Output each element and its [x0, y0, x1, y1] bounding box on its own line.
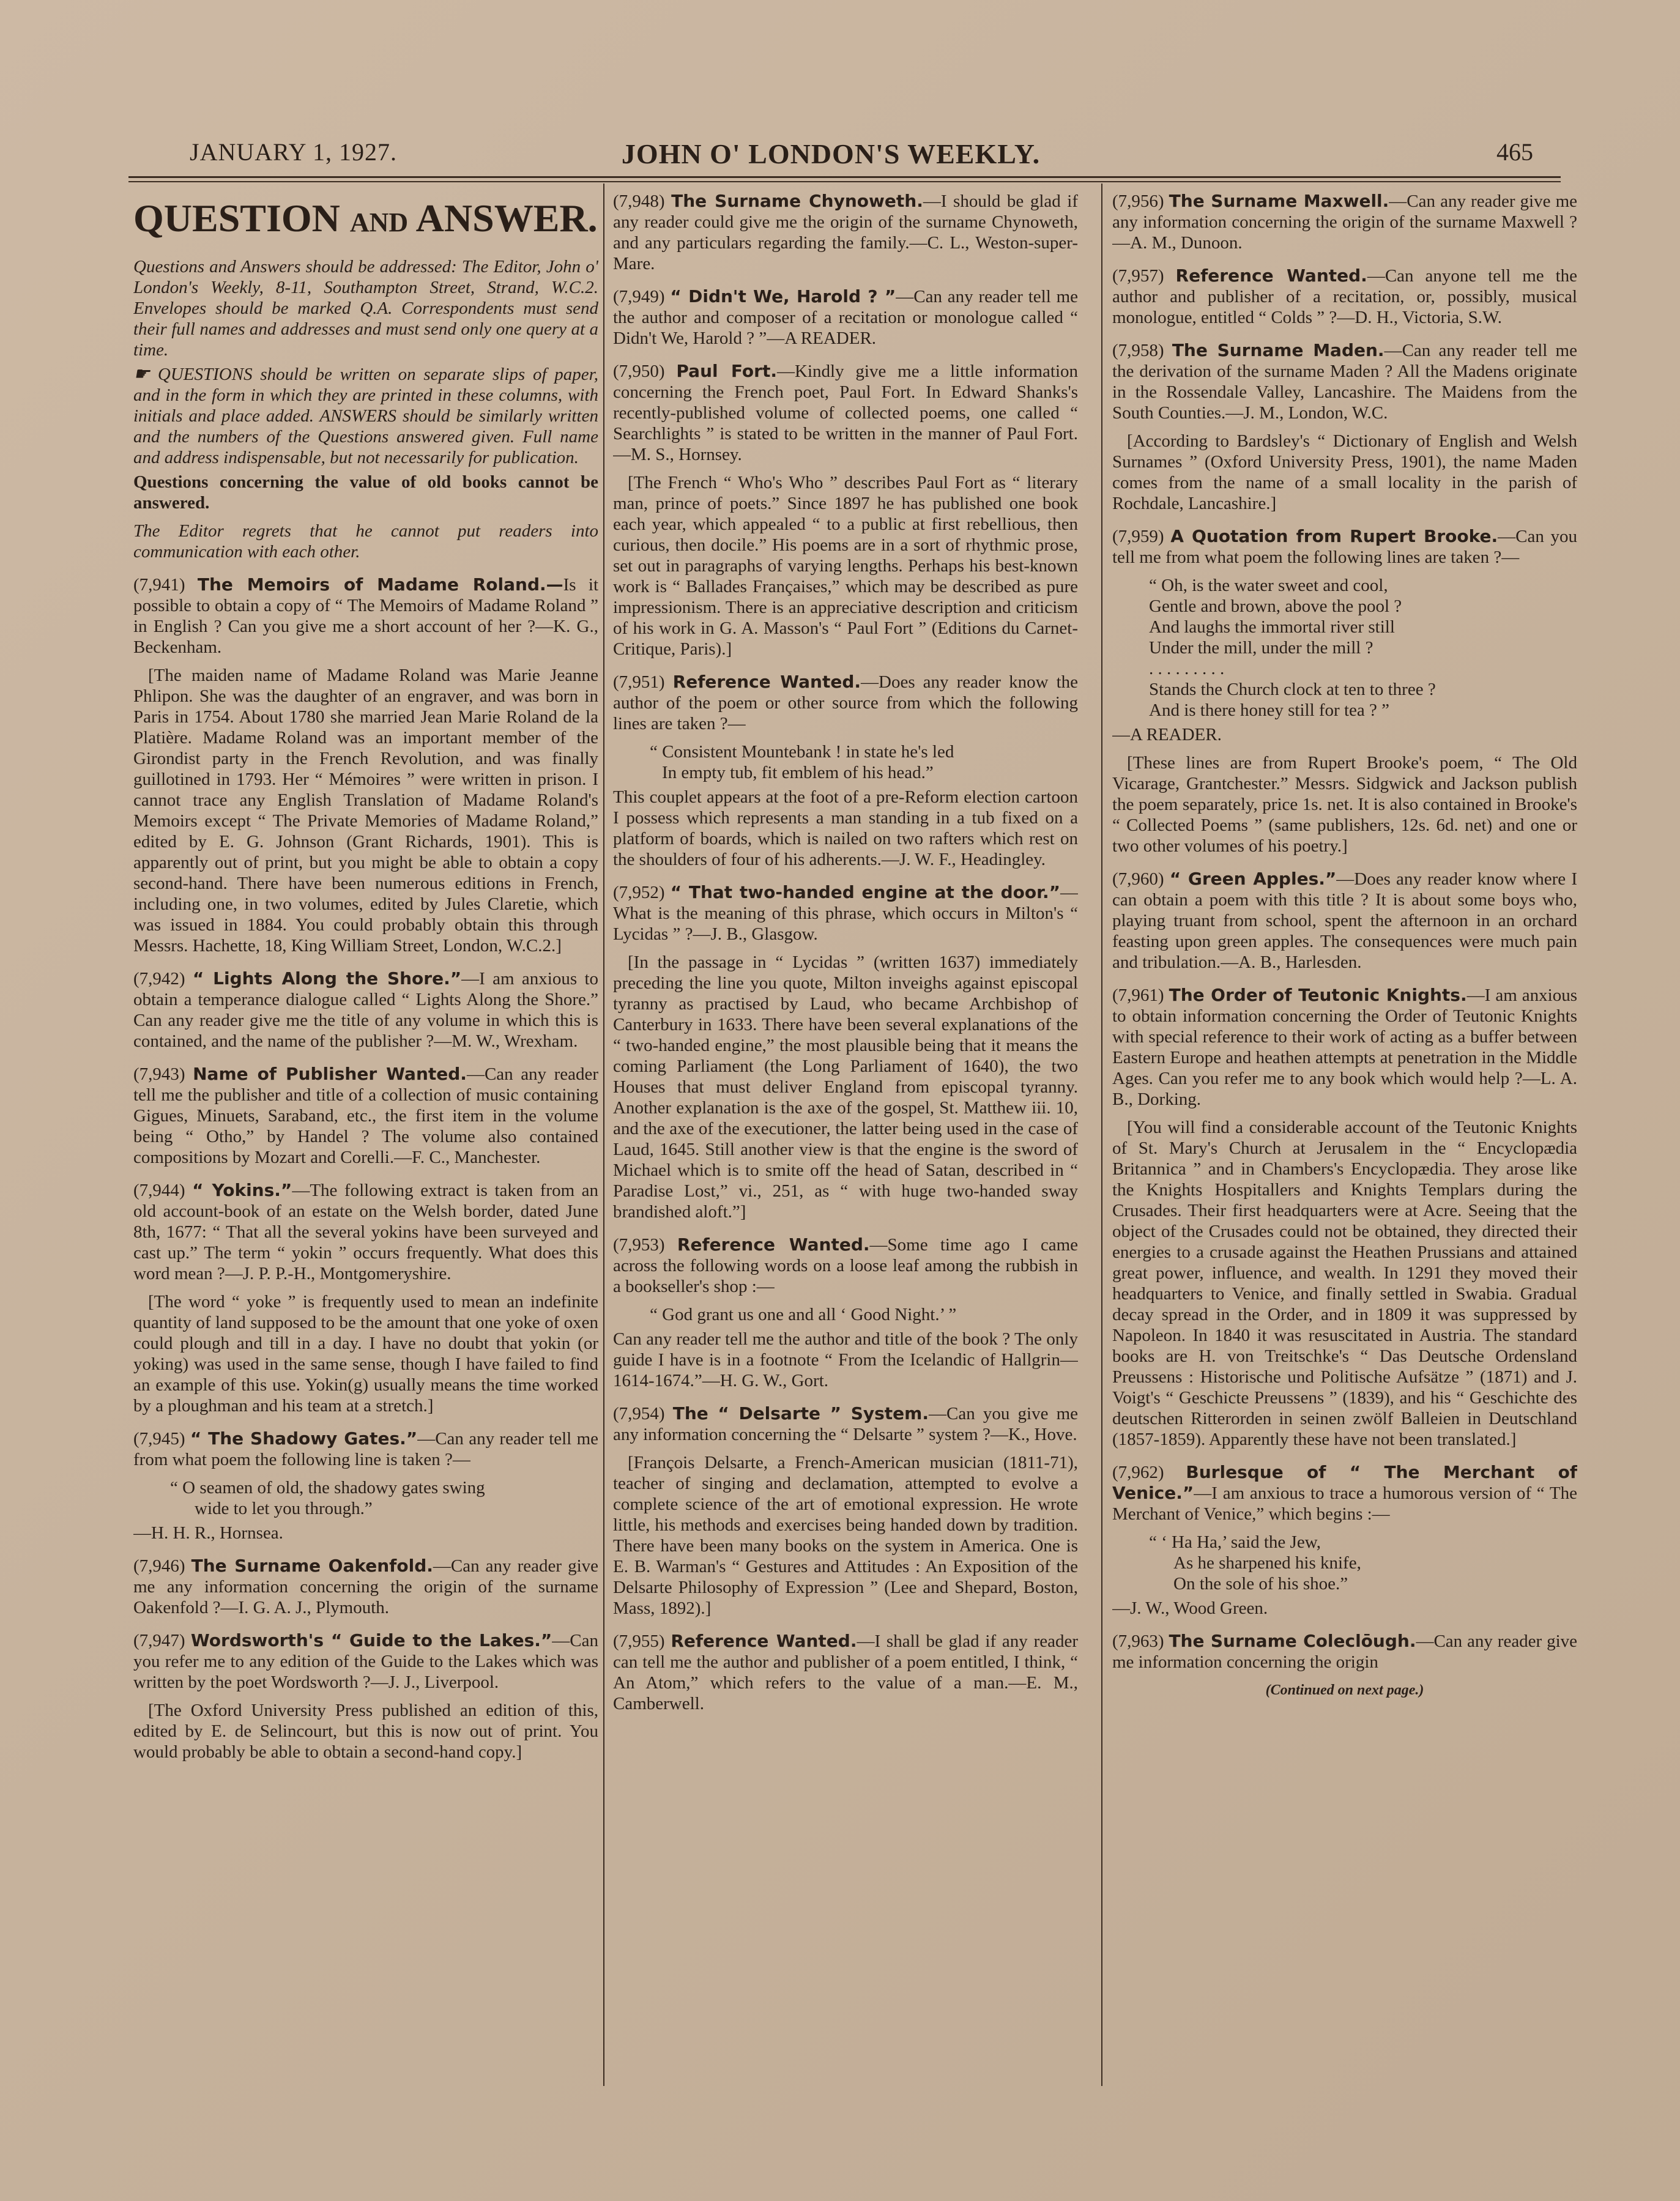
- answer: Can any reader tell me the author and title of the book ? The only guide I have is in a footnote “ From the Icelandic of Hallgrin—1614-1674.”—H. G. W., Gort.: [613, 1329, 1078, 1390]
- signature: —H. H. R., Hornsea.: [133, 1523, 283, 1543]
- question-7963: (7,963) The Surname Coleclōugh.—Can any reader give me information concerning the origin: [1112, 1631, 1577, 1672]
- question-7952: (7,952) “ That two-handed engine at the door.”—What is the meaning of this phrase, which occurs in Milton's “ Lycidas ” ?—J. B., Glasgow. [In the passage in “ Lycidas ” (written 1637) immediately preceding the line you quote, Milton inveighs against episcopal tyranny as practised by Laud, who became Archbishop of Canterbury in 1633. There have been several explanations of the “ two-handed engine,” the most plausible being that it means the coming Parliament (the Long Parliament of 1640), the two Houses that must deliver England from episcopal tyranny. Another explanation is the axe of the gospel, St. Matthew iii. 10, and the axe of the executioner, the latter being used in the case of Laud, 1645. Still another view is that the engine is the sword of Michael which is to smite off the head of Satan, described in “ Paradise Lost,” vi., 251, as “ with huge two-handed sway brandished aloft.”]: [613, 882, 1078, 1222]
- question-7953: (7,953) Reference Wanted.—Some time ago I came across the following words on a loose leaf among the rubbish in a bookseller's shop :— “ God grant us one and all ‘ Good Night.’ ” Can any reader tell me the author and title of the book ? The only guide I have is in a footnote “ From the Icelandic of Hallgrin—1614-1674.”—H. G. W., Gort.: [613, 1234, 1078, 1390]
- answer: [In the passage in “ Lycidas ” (written 1637) immediately preceding the line you quote, Milton inveighs against episcopal tyranny as practised by Laud, who became Archbishop of Canterbury in 1633. There have been several explanations of the “ two-handed engine,” the most plausible being that it means the coming Parliament (the Long Parliament of 1640), the two Houses that must deliver England from episcopal tyranny. Another explanation is the axe of the gospel, St. Matthew iii. 10, and the axe of the executioner, the latter being used in the case of Laud, 1645. Still another view is that the engine is the sword of Michael which is to smite off the head of Satan, described in “ Paradise Lost,” vi., 251, as “ with huge two-handed sway brandished aloft.”]: [613, 952, 1078, 1222]
- question-7949: (7,949) “ Didn't We, Harold ? ”—Can any reader tell me the author and composer of a recitation or monologue called “ Didn't We, Harold ? ”—A READER.: [613, 286, 1078, 348]
- intro-address: Questions and Answers should be addressed: The Editor, John o' London's Weekly, 8-11, Southampton Street, Strand, W.C.2. Envelopes should be marked Q.A. Correspondents must send their full names and addresses and must send only one query at a time.: [133, 257, 598, 360]
- answer: [These lines are from Rupert Brooke's poem, “ The Old Vicarage, Grantchester.” Messrs. Sidgwick and Jackson publish the poem separately, price 1s. net. It is also contained in Brooke's “ Collected Poems ” (same publishers, 12s. 6d. net) and one or two other volumes of his poetry.]: [1112, 753, 1577, 856]
- verse: “ O seamen of old, the shadowy gates swing wide to let you through.”: [170, 1478, 485, 1518]
- answer: [The Oxford University Press published an edition of this, edited by E. de Selincourt, but this is now out of print. You would probably be able to obtain a second-hand copy.]: [133, 1701, 598, 1762]
- question-7956: (7,956) The Surname Maxwell.—Can any reader give me any information concerning the origin of the surname Maxwell ?—A. M., Dunoon.: [1112, 191, 1577, 253]
- intro-regret: The Editor regrets that he cannot put readers into communication with each other.: [133, 521, 598, 562]
- header-rule-thin: [128, 181, 1561, 182]
- question-7948: (7,948) The Surname Chynoweth.—I should be glad if any reader could give me the origin of the surname Chynoweth, and any particulars regarding the family.—C. L., Weston-super-Mare.: [613, 191, 1078, 273]
- question-7962: (7,962) Burlesque of “ The Merchant of Venice.”—I am anxious to trace a humorous version of “ The Merchant of Venice,” which begins :— “ ‘ Ha Ha,’ said the Jew, As he sharpened his knife, On the sole of his shoe.” —J. W., Wood Green.: [1112, 1462, 1577, 1618]
- question-7941: (7,941) The Memoirs of Madame Roland.—Is it possible to obtain a copy of “ The Memoirs of Madame Roland ” in English ? Can you give me a short account of her ?—K. G., Beckenham. [The maiden name of Madame Roland was Marie Jeanne Phlipon. She was the daughter of an engraver, and was born in Paris in 1754. About 1780 she married Jean Marie Roland de la Platière. Madame Roland was an important member of the Girondist party in the French Revolution, and was finally guillotined in 1793. Her “ Mémoires ” were written in prison. I cannot trace any English Translation of Madame Roland's Memoirs except “ The Private Memories of Madame Roland,” edited by E. G. Johnson (Grant Richards, 1901). This is apparently out of print, but you might be able to obtain a copy second-hand. There have been numerous editions in French, including one, in two volumes, edited by Jules Claretie, which was issued in 1884. You could probably obtain this through Messrs. Hachette, 18, King William Street, London, W.C.2.]: [133, 574, 598, 956]
- question-7954: (7,954) The “ Delsarte ” System.—Can you give me any information concerning the “ Delsarte ” system ?—K., Hove. [François Delsarte, a French-American musician (1811-71), teacher of singing and declamation, attempted to evolve a complete science of the art of emotional expression. He wrote little, his methods and exercises being handed down by tradition. There have been many books on the system in America. One is E. B. Warman's “ Gestures and Attitudes : An Exposition of the Delsarte Philosophy of Expression ” (Lee and Shepard, Boston, Mass, 1892).]: [613, 1403, 1078, 1618]
- question-7944: (7,944) “ Yokins.”—The following extract is taken from an old account-book of an estate on the Welsh border, dated June 8th, 1677: “ That all the several yokins have been surveyed and cast up.” The term “ yokin ” occurs frequently. What does this word mean ?—J. P. P.-H., Montgomeryshire. [The word “ yoke ” is frequently used to mean an indefinite quantity of land supposed to be the amount that one yoke of oxen could plough and till in a day. I have no doubt that yokin (or yoking) was used in the same sense, though I have failed to find an example of this use. Yokin(g) usually means the time worked by a ploughman and his team at a stretch.]: [133, 1180, 598, 1416]
- answer: This couplet appears at the foot of a pre-Reform election cartoon I possess which represents a man standing in a tub fixed on a platform of boards, which is nailed on two rafters which rest on the shoulders of four of his adherents.—J. W. F., Headingley.: [613, 787, 1078, 869]
- intro-instructions: ☛ QUESTIONS should be written on separate slips of paper, and in the form in which they are printed in these columns, with initials and place added. ANSWERS should be similarly written and the numbers of the Questions answered given. Full name and address indispensable, but not necessarily for publication.: [133, 364, 598, 467]
- answer: [François Delsarte, a French-American musician (1811-71), teacher of singing and declamation, attempted to evolve a complete science of the art of emotional expression. He wrote little, his methods and exercises being handed down by tradition. There have been many books on the system in America. One is E. B. Warman's “ Gestures and Attitudes : An Exposition of the Delsarte Philosophy of Expression ” (Lee and Shepard, Boston, Mass, 1892).]: [613, 1453, 1078, 1618]
- answer: [The maiden name of Madame Roland was Marie Jeanne Phlipon. She was the daughter of an engraver, and was born in Paris in 1754. About 1780 she married Jean Marie Roland de la Platière. Madame Roland was an important member of the Girondist party in the French Revolution, and was finally guillotined in 1793. Her “ Mémoires ” were written in prison. I cannot trace any English Translation of Madame Roland's Memoirs except “ The Private Memories of Madame Roland,” edited by E. G. Johnson (Grant Richards, 1901). This is apparently out of print, but you might be able to obtain a copy second-hand. There have been numerous editions in French, including one, in two volumes, edited by Jules Claretie, which was issued in 1884. You could probably obtain this through Messrs. Hachette, 18, King William Street, London, W.C.2.]: [133, 666, 598, 956]
- page-header: [128, 138, 1533, 174]
- question-7959: (7,959) A Quotation from Rupert Brooke.—Can you tell me from what poem the following lines are taken ?— “ Oh, is the water sweet and cool, Gentle and brown, above the pool ? And laughs the immortal river still Under the mill, under the mill ? . . . . . . . . . Stands the Church clock at ten to three ? And is there honey still for tea ? ” —A READER. [These lines are from Rupert Brooke's poem, “ The Old Vicarage, Grantchester.” Messrs. Sidgwick and Jackson publish the poem separately, price 1s. net. It is also contained in Brooke's “ Collected Poems ” (same publishers, 12s. 6d. net) and one or two other volumes of his poetry.]: [1112, 526, 1577, 856]
- publication-title: JOHN O' LONDON'S WEEKLY.: [621, 138, 1041, 169]
- issue-date: JANUARY 1, 1927.: [190, 138, 397, 166]
- question-7961: (7,961) The Order of Teutonic Knights.—I am anxious to obtain information concerning the Order of Teutonic Knights with special reference to their work of acting as a buffer between Eastern Europe and heathen attempts at penetration in the Middle Ages. Can you refer me to any book which would help ?—L. A. B., Dorking. [You will find a considerable account of the Teutonic Knights of St. Mary's Church at Jerusalem in the “ Encyclopædia Britannica ” and in Chambers's Encyclopædia. They arose like the Knights Hospitallers and Knights Templars during the Crusades. Their first headquarters were at Acre. Seeing that the object of the Crusades could not be obtained, they directed their energies to a crusade against the Heathen Prussians and attained great power, influence, and wealth. In 1291 they moved their headquarters to Venice, and finally settled in Swabia. Gradual decay spread in the Order, and in 1809 it was suppressed by Napoleon. In 1840 it was resuscitated in Austria. The standard books are H. von Treitschke's “ Das Deutsche Ordensland Preussens : Historische und Politische Aufsätze ” (1871) and J. Voigt's “ Geschicte Preussens ” (1839), and his “ Geschichte des deutschen Ritterorden in seinen zwölf Balleien in Deutschland (1857-1859). Apparently these have not been translated.]: [1112, 985, 1577, 1449]
- signature: —J. W., Wood Green.: [1112, 1598, 1268, 1618]
- answer: [The French “ Who's Who ” describes Paul Fort as “ literary man, prince of poets.” Since 1897 he has published one book each year, which appealed “ to a public at first rebellious, then curious, then docile.” His poems are in a sort of rhythmic prose, set out in paragraphs of varying lengths. Perhaps his best-known work is “ Ballades Françaises,” which may be described as pure impressionism. There is an appreciative description and criticism of his work in G. A. Masson's “ Paul Fort ” (Editions du Carnet-Critique, Paris).]: [613, 473, 1078, 659]
- verse: “ ‘ Ha Ha,’ said the Jew, As he sharpened his knife, On the sole of his shoe.”: [1149, 1532, 1361, 1594]
- column-divider: [1101, 184, 1102, 2086]
- question-7950: (7,950) Paul Fort.—Kindly give me a little information concerning the French poet, Paul Fort. In Edward Shanks's recently-published volume of collected poems, one called “ Searchlights ” is stated to be written in the manner of Paul Fort.—M. S., Hornsey. [The French “ Who's Who ” describes Paul Fort as “ literary man, prince of poets.” Since 1897 he has published one book each year, which appealed “ to a public at first rebellious, then curious, then docile.” His poems are in a sort of rhythmic prose, set out in paragraphs of varying lengths. Perhaps his best-known work is “ Ballades Françaises,” which may be described as pure impressionism. There is an appreciative description and criticism of his work in G. A. Masson's “ Paul Fort ” (Editions du Carnet-Critique, Paris).]: [613, 361, 1078, 659]
- continued-note: (Continued on next page.): [1265, 1682, 1424, 1698]
- question-7943: (7,943) Name of Publisher Wanted.—Can any reader tell me the publisher and title of a collection of music containing Gigues, Minuets, Saraband, etc., the first item in the volume being “ Otho,” by Handel ? The volume also contained compositions by Mozart and Corelli.—F. C., Manchester.: [133, 1064, 598, 1167]
- page-number: 465: [1496, 138, 1533, 166]
- question-7958: (7,958) The Surname Maden.—Can any reader tell me the derivation of the surname Maden ? All the Madens originate in the Rossendale Valley, Lancashire. The Maidens from the South Counties.—J. M., London, W.C. [According to Bardsley's “ Dictionary of English and Welsh Surnames ” (Oxford University Press, 1901), the name Maden comes from the name of a small locality in the parish of Rochdale, Lancashire.]: [1112, 340, 1577, 513]
- answer: [You will find a considerable account of the Teutonic Knights of St. Mary's Church at Jerusalem in the “ Encyclopædia Britannica ” and in Chambers's Encyclopædia. They arose like the Knights Hospitallers and Knights Templars during the Crusades. Their first headquarters were at Acre. Seeing that the object of the Crusades could not be obtained, they directed their energies to a crusade against the Heathen Prussians and attained great power, influence, and wealth. In 1291 they moved their headquarters to Venice, and finally settled in Swabia. Gradual decay spread in the Order, and in 1809 it was suppressed by Napoleon. In 1840 it was resuscitated in Austria. The standard books are H. von Treitschke's “ Das Deutsche Ordensland Preussens : Historische und Politische Aufsätze ” (1871) and J. Voigt's “ Geschicte Preussens ” (1839), and his “ Geschichte des deutschen Ritterorden in seinen zwölf Balleien in Deutschland (1857-1859). Apparently these have not been translated.]: [1112, 1118, 1577, 1449]
- column-2: [613, 191, 1078, 2087]
- signature: —A READER.: [1112, 725, 1222, 744]
- question-7945: (7,945) “ The Shadowy Gates.”—Can any reader tell me from what poem the following line is taken ?— “ O seamen of old, the shadowy gates swing wide to let you through.” —H. H. R., Hornsea.: [133, 1428, 598, 1543]
- intro-note: Questions concerning the value of old books cannot be answered.: [133, 472, 598, 513]
- column-1: [133, 191, 598, 2087]
- question-7946: (7,946) The Surname Oakenfold.—Can any reader give me any information concerning the origin of the surname Oakenfold ?—I. G. A. J., Plymouth.: [133, 1556, 598, 1617]
- verse: “ Consistent Mountebank ! in state he's led In empty tub, fit emblem of his head.”: [650, 742, 954, 782]
- header-rule: [128, 176, 1561, 178]
- question-7960: (7,960) “ Green Apples.”—Does any reader know where I can obtain a poem with this title ? It is about some boys who, playing truant from school, spent the afternoon in an orchard feasting upon green apples. The consequences were much pain and tribulation.—A. B., Harlesden.: [1112, 869, 1577, 972]
- pointing-hand-icon: ☛: [133, 364, 158, 384]
- question-7957: (7,957) Reference Wanted.—Can anyone tell me the author and publisher of a recitation, or, possibly, musical monologue, entitled “ Colds ” ?—D. H., Victoria, S.W.: [1112, 265, 1577, 327]
- verse: “ Oh, is the water sweet and cool, Gentle and brown, above the pool ? And laughs the immortal river still Under the mill, under the mill ? . . . . . . . . . Stands the Church clock at ten to three ? And is there honey still for tea ? ”: [1149, 576, 1436, 720]
- question-7947: (7,947) Wordsworth's “ Guide to the Lakes.”—Can you refer me to any edition of the Guide to the Lakes which was written by the poet Wordsworth ?—J. J., Liverpool. [The Oxford University Press published an edition of this, edited by E. de Selincourt, but this is now out of print. You would probably be able to obtain a second-hand copy.]: [133, 1630, 598, 1762]
- column-divider: [603, 184, 604, 2086]
- answer: [According to Bardsley's “ Dictionary of English and Welsh Surnames ” (Oxford University Press, 1901), the name Maden comes from the name of a small locality in the parish of Rochdale, Lancashire.]: [1112, 431, 1577, 513]
- question-7955: (7,955) Reference Wanted.—I shall be glad if any reader can tell me the author and publisher of a poem entitled, I think, “ An Atom,” which refers to the value of a man.—E. M., Camberwell.: [613, 1631, 1078, 1713]
- answer: [The word “ yoke ” is frequently used to mean an indefinite quantity of land supposed to be the amount that one yoke of oxen could plough and till in a day. I have no doubt that yokin (or yoking) was used in the same sense, though I have failed to find an example of this use. Yokin(g) usually means the time worked by a ploughman and his team at a stretch.]: [133, 1292, 598, 1416]
- verse: “ God grant us one and all ‘ Good Night.’ ”: [650, 1305, 957, 1324]
- question-7942: (7,942) “ Lights Along the Shore.”—I am anxious to obtain a temperance dialogue called “ Lights Along the Shore.” Can any reader give me the title of any volume in which this is contained, and the name of the publisher ?—M. W., Wrexham.: [133, 968, 598, 1051]
- column-3: [1112, 191, 1577, 2087]
- question-7951: (7,951) Reference Wanted.—Does any reader know the author of the poem or other source from which the following lines are taken ?— “ Consistent Mountebank ! in state he's led In empty tub, fit emblem of his head.” This couplet appears at the foot of a pre-Reform election cartoon I possess which represents a man standing in a tub fixed on a platform of boards, which is nailed on two rafters which rest on the shoulders of four of his adherents.—J. W. F., Headingley.: [613, 672, 1078, 869]
- section-title: QUESTION AND ANSWER.: [133, 196, 598, 240]
